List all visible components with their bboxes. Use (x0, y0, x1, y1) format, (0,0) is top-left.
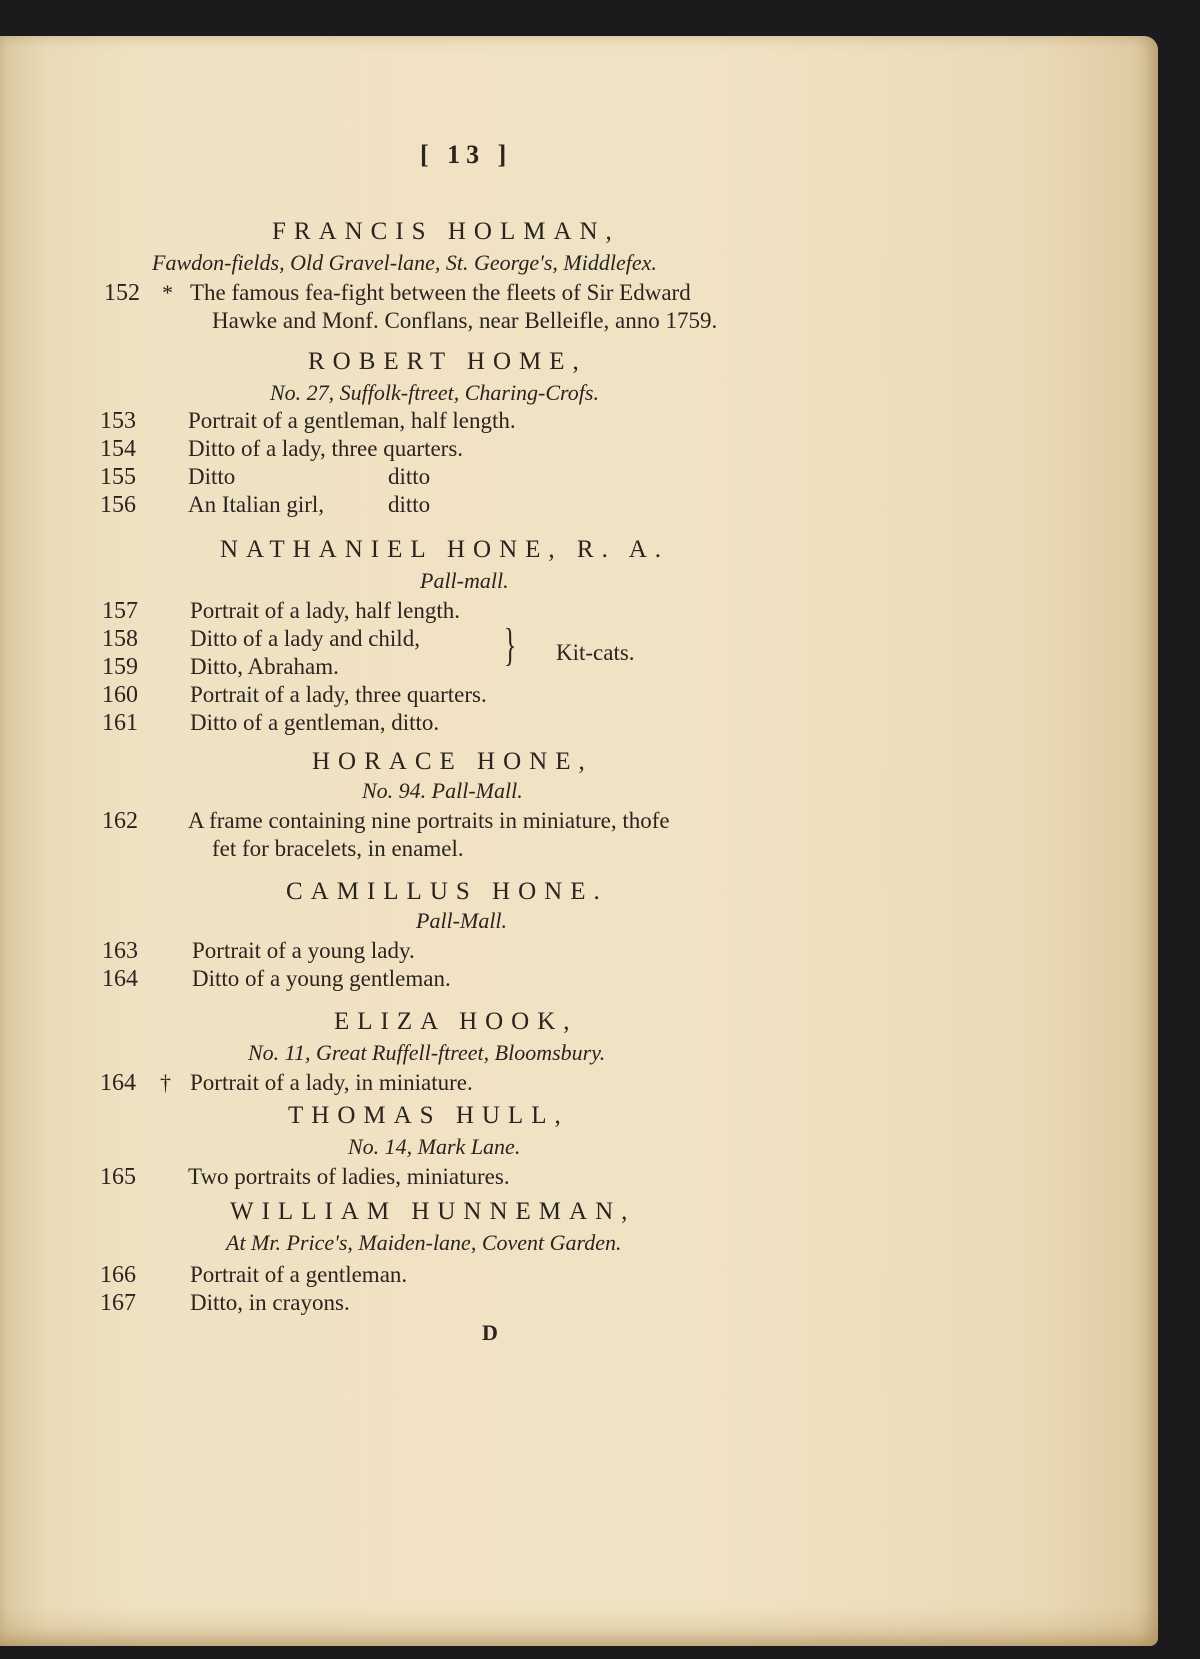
artist-address-nathaniel-hone: Pall-mall. (420, 568, 509, 593)
entry-number: 163 (102, 938, 138, 964)
entry-number: 165 (100, 1164, 136, 1190)
entry-text: Portrait of a lady, half length. (190, 598, 460, 623)
artist-name-nathaniel-hone: NATHANIEL HONE, R. A. (220, 536, 669, 563)
entry-number: 159 (102, 654, 138, 680)
artist-name-holman: FRANCIS HOLMAN, (272, 218, 620, 245)
entry-number: 160 (102, 682, 138, 708)
entry-number: 164 (100, 1070, 136, 1096)
artist-address-camillus-hone: Pall-Mall. (416, 908, 508, 933)
book-page (0, 36, 1158, 1646)
entry-text: Portrait of a young lady. (192, 938, 415, 963)
artist-name-horace-hone: HORACE HONE, (312, 748, 593, 775)
entry-number: 156 (100, 492, 136, 518)
dagger-mark: † (160, 1070, 171, 1095)
artist-address-holman: Fawdon-fields, Old Gravel-lane, St. George's, Middlefex. (152, 250, 657, 275)
artist-address-hunneman: At Mr. Price's, Maiden-lane, Covent Garden. (226, 1230, 622, 1255)
entry-text: Ditto of a lady and child, (190, 626, 420, 651)
entry-text: Ditto of a gentleman, ditto. (190, 710, 440, 735)
artist-name-hunneman: WILLIAM HUNNEMAN, (230, 1198, 636, 1225)
entry-text: A frame containing nine portraits in miniature, thofe (188, 808, 670, 833)
entry-number: 164 (102, 966, 138, 992)
entry-text: Ditto, Abraham. (190, 654, 339, 679)
signature-mark: D (482, 1320, 498, 1345)
entry-text: Portrait of a gentleman. (190, 1262, 408, 1287)
entry-number: 155 (100, 464, 136, 490)
entry-text: Portrait of a lady, three quarters. (190, 682, 487, 707)
page-number: [ 13 ] (420, 140, 513, 169)
entry-number: 161 (102, 710, 138, 736)
entry-text-continued: Hawke and Monf. Conflans, near Belleifle, anno 1759. (212, 308, 718, 333)
artist-name-hull: THOMAS HULL, (288, 1102, 569, 1129)
entry-text: An Italian girl, (188, 492, 325, 517)
entry-number: 152 (104, 280, 140, 306)
asterisk-mark: * (162, 280, 173, 305)
entry-number: 158 (102, 626, 138, 652)
artist-address-horace-hone: No. 94. Pall-Mall. (362, 778, 523, 803)
entry-text-ditto: ditto (388, 464, 431, 489)
entry-number: 167 (100, 1290, 136, 1316)
artist-address-home: No. 27, Suffolk-ftreet, Charing-Crofs. (270, 380, 599, 405)
artist-address-hull: No. 14, Mark Lane. (348, 1134, 521, 1159)
artist-name-home: ROBERT HOME, (308, 348, 587, 375)
entry-text: Ditto of a young gentleman. (192, 966, 451, 991)
entry-text: Ditto of a lady, three quarters. (188, 436, 464, 461)
entry-text-continued: fet for bracelets, in enamel. (212, 836, 464, 861)
entry-text: Portrait of a lady, in miniature. (190, 1070, 473, 1095)
entry-number: 162 (102, 808, 138, 834)
entry-number: 166 (100, 1262, 136, 1288)
entry-number: 154 (100, 436, 136, 462)
entry-text: The famous fea-fight between the fleets of Sir Edward (190, 280, 691, 305)
entry-text: Two portraits of ladies, miniatures. (188, 1164, 510, 1189)
entry-text-ditto: ditto (388, 492, 431, 517)
artist-name-camillus-hone: CAMILLUS HONE. (286, 878, 608, 905)
artist-address-hook: No. 11, Great Ruffell-ftreet, Bloomsbury. (248, 1040, 606, 1065)
entry-number: 153 (100, 408, 136, 434)
artist-name-hook: ELIZA HOOK, (334, 1008, 578, 1035)
entry-text: Portrait of a gentleman, half length. (188, 408, 516, 433)
entry-text: Ditto, in crayons. (190, 1290, 350, 1315)
entry-text: Ditto (188, 464, 236, 489)
right-brace-icon: } (504, 619, 517, 670)
brace-note: Kit-cats. (556, 640, 635, 665)
entry-number: 157 (102, 598, 138, 624)
